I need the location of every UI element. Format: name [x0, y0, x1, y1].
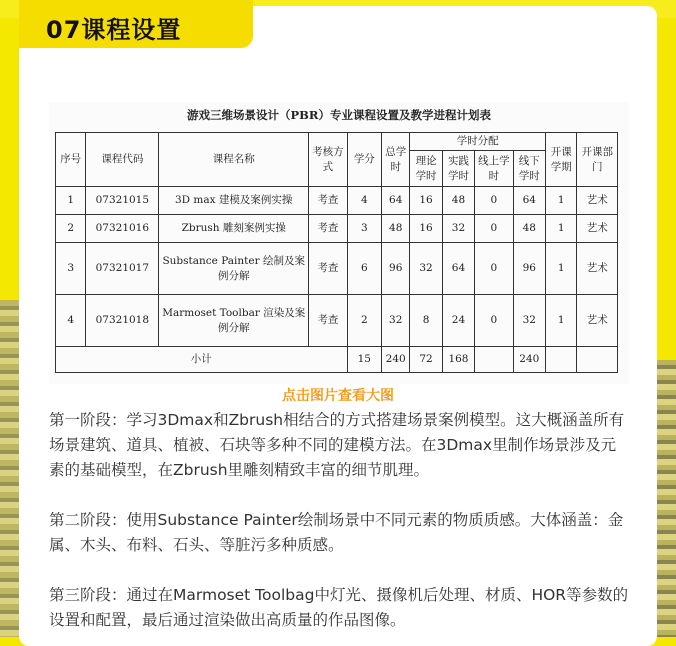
cell-code: 07321016	[86, 215, 159, 243]
cell-total: 64	[382, 187, 410, 215]
subtotal-row	[56, 347, 618, 373]
header-online: 线上学时	[475, 151, 513, 187]
cell-exam: 考查	[309, 215, 347, 243]
table-row	[56, 295, 618, 347]
subtotal-term	[546, 347, 577, 373]
subtotal-total: 240	[382, 347, 410, 373]
cell-total: 96	[382, 243, 410, 295]
header-name: 课程名称	[159, 133, 309, 187]
cell-exam: 考查	[309, 243, 347, 295]
header-theory: 理论学时	[410, 151, 442, 187]
subtotal-label: 小计	[56, 347, 348, 373]
cell-name: Zbrush 雕刻案例实操	[159, 215, 309, 243]
cell-name: Substance Painter 绘制及案例分解	[159, 243, 309, 295]
cell-dept: 艺术	[577, 215, 618, 243]
cell-practice: 24	[442, 295, 474, 347]
cell-total: 32	[382, 295, 410, 347]
cell-theory: 8	[410, 295, 442, 347]
cell-total: 48	[382, 215, 410, 243]
course-table-image[interactable]	[49, 102, 629, 384]
cell-term: 1	[546, 243, 577, 295]
header-exam: 考核方式	[309, 133, 347, 187]
cell-code: 07321018	[86, 295, 159, 347]
cell-no: 1	[56, 187, 86, 215]
subtotal-dept	[577, 347, 618, 373]
view-large-image-link[interactable]: 点击图片查看大图	[282, 388, 394, 404]
cell-offline: 48	[513, 215, 545, 243]
subtotal-practice: 168	[442, 347, 474, 373]
stage-2-paragraph: 第二阶段：使用Substance Painter绘制场景中不同元素的物质质感。大体涵盖：金属、木头、布料、石头、等脏污多种质感。	[49, 511, 624, 554]
section-title: 07课程设置	[46, 16, 182, 44]
cell-term: 1	[546, 295, 577, 347]
header-total-hours: 总学时	[382, 133, 410, 187]
subtotal-online	[475, 347, 513, 373]
cell-exam: 考查	[309, 295, 347, 347]
cell-credit: 4	[347, 187, 381, 215]
header-offline: 线下学时	[513, 151, 545, 187]
table-title: 游戏三维场景设计（PBR）专业课程设置及教学进程计划表	[187, 108, 491, 122]
cell-online: 0	[475, 243, 513, 295]
subtotal-offline: 240	[513, 347, 545, 373]
cell-no: 3	[56, 243, 86, 295]
cell-online: 0	[475, 295, 513, 347]
cell-dept: 艺术	[577, 187, 618, 215]
cell-offline: 64	[513, 187, 545, 215]
table-row	[56, 215, 618, 243]
cell-practice: 64	[442, 243, 474, 295]
header-hours-group: 学时分配	[410, 133, 546, 151]
stage-3-paragraph: 第三阶段：通过在Marmoset Toolbag中灯光、摄像机后处理、材质、HOR等参数的设置和配置，最后通过渲染做出高质量的作品图像。	[49, 586, 629, 629]
cell-theory: 16	[410, 215, 442, 243]
section-header	[19, 0, 253, 48]
cell-offline: 32	[513, 295, 545, 347]
cell-credit: 2	[347, 295, 381, 347]
cell-exam: 考查	[309, 187, 347, 215]
subtotal-credit: 15	[347, 347, 381, 373]
cell-name: 3D max 建模及案例实操	[159, 187, 309, 215]
cell-no: 2	[56, 215, 86, 243]
stage-1-paragraph: 第一阶段：学习3Dmax和Zbrush相结合的方式搭建场景案例模型。这大概涵盖所有场景建筑、道具、植被、石块等多种不同的建模方法。在3Dmax里制作场景涉及元素的基础模型，在Zbrush里雕刻精致丰富的细节肌理。	[49, 411, 625, 479]
cell-no: 4	[56, 295, 86, 347]
cell-name: Marmoset Toolbar 渲染及案例分解	[159, 295, 309, 347]
header-no: 序号	[56, 133, 86, 187]
cell-theory: 32	[410, 243, 442, 295]
cell-term: 1	[546, 187, 577, 215]
cell-theory: 16	[410, 187, 442, 215]
cell-code: 07321015	[86, 187, 159, 215]
cell-online: 0	[475, 187, 513, 215]
header-dept: 开课部门	[577, 133, 618, 187]
cell-code: 07321017	[86, 243, 159, 295]
course-plan-table	[55, 132, 618, 373]
cell-credit: 6	[347, 243, 381, 295]
header-term: 开课学期	[546, 133, 577, 187]
header-code: 课程代码	[86, 133, 159, 187]
subtotal-theory: 72	[410, 347, 442, 373]
cell-term: 1	[546, 215, 577, 243]
cell-practice: 48	[442, 187, 474, 215]
cell-dept: 艺术	[577, 295, 618, 347]
header-credit: 学分	[347, 133, 381, 187]
cell-practice: 32	[442, 215, 474, 243]
table-row	[56, 187, 618, 215]
header-practice: 实践学时	[442, 151, 474, 187]
cell-online: 0	[475, 215, 513, 243]
cell-dept: 艺术	[577, 243, 618, 295]
cell-offline: 96	[513, 243, 545, 295]
cell-credit: 3	[347, 215, 381, 243]
table-row	[56, 243, 618, 295]
